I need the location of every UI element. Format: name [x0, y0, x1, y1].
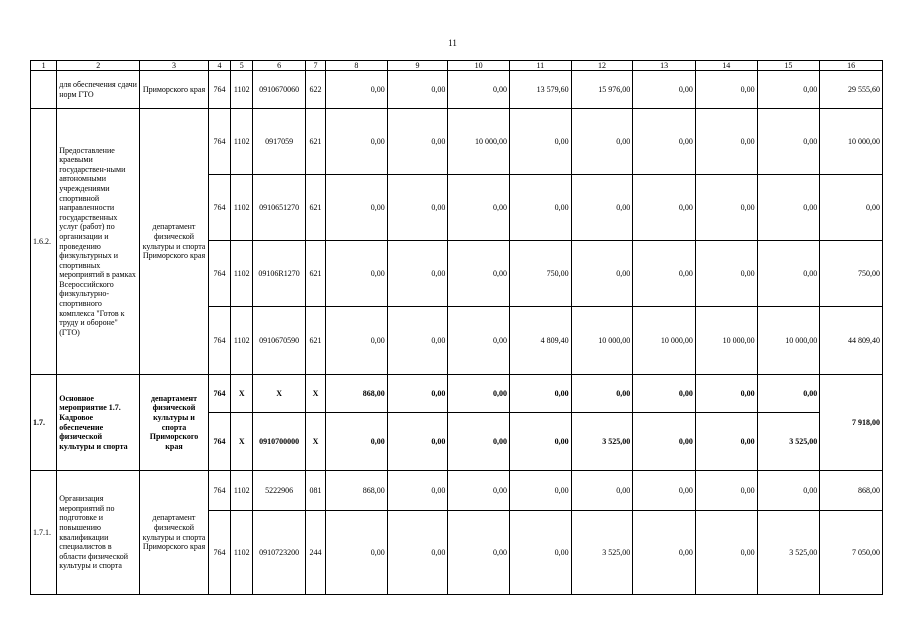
- value-cell: 0,00: [633, 471, 696, 511]
- value-cell: 0,00: [695, 71, 757, 109]
- value-cell: 0,00: [757, 175, 820, 241]
- code-cell: 1102: [231, 511, 253, 595]
- column-header: 7: [305, 61, 325, 71]
- value-cell: 0,00: [326, 109, 388, 175]
- value-cell: 0,00: [757, 241, 820, 307]
- value-cell: 0,00: [571, 471, 633, 511]
- value-cell: 0,00: [757, 109, 820, 175]
- value-cell: 750,00: [509, 241, 571, 307]
- value-cell: 3 525,00: [757, 511, 820, 595]
- column-header: 1: [31, 61, 57, 71]
- code-cell: 0910670590: [253, 307, 306, 375]
- total-cell: 750,00: [820, 241, 883, 307]
- value-cell: 0,00: [633, 511, 696, 595]
- row-description: Предоставление краевыми государствен-ными автономными учреждениями спортивной направленности государственных услуг (работ) по организации и проведению физкультурных и спортивных мероприятий в рамках Всероссийского физкультурно-спортивного комплекса "Готов к труду и обороне" (ГТО): [57, 109, 140, 375]
- code-cell: 764: [208, 307, 230, 375]
- column-header-row: [31, 61, 883, 71]
- code-cell: 09106R1270: [253, 241, 306, 307]
- value-cell: 868,00: [326, 375, 388, 413]
- code-cell: 0910651270: [253, 175, 306, 241]
- code-cell: 764: [208, 413, 230, 471]
- value-cell: 0,00: [633, 413, 696, 471]
- value-cell: 4 809,40: [509, 307, 571, 375]
- code-cell: 244: [305, 511, 325, 595]
- code-cell: 764: [208, 109, 230, 175]
- code-cell: 0917059: [253, 109, 306, 175]
- value-cell: 0,00: [509, 511, 571, 595]
- total-cell: 7 050,00: [820, 511, 883, 595]
- column-header: 16: [820, 61, 883, 71]
- code-cell: 621: [305, 109, 325, 175]
- code-cell: 764: [208, 71, 230, 109]
- code-cell: 1102: [231, 109, 253, 175]
- value-cell: 0,00: [633, 241, 696, 307]
- value-cell: 10 000,00: [757, 307, 820, 375]
- row-description: Основное мероприятие 1.7. Кадровое обеспечение физической культуры и спорта: [57, 375, 140, 471]
- value-cell: 0,00: [448, 241, 510, 307]
- code-cell: 764: [208, 175, 230, 241]
- value-cell: 0,00: [509, 375, 571, 413]
- code-cell: 1102: [231, 471, 253, 511]
- value-cell: 0,00: [571, 109, 633, 175]
- column-header: 11: [509, 61, 571, 71]
- value-cell: 0,00: [387, 511, 448, 595]
- code-cell: 0910700000: [253, 413, 306, 471]
- value-cell: 0,00: [448, 413, 510, 471]
- value-cell: 0,00: [695, 511, 757, 595]
- table-row: [31, 109, 883, 175]
- responsible-executor: департамент физической культуры и спорта Приморского края: [140, 109, 209, 375]
- code-cell: 1102: [231, 175, 253, 241]
- value-cell: 3 525,00: [571, 511, 633, 595]
- column-header: 9: [387, 61, 448, 71]
- value-cell: 0,00: [633, 109, 696, 175]
- value-cell: 0,00: [326, 175, 388, 241]
- page-number: 11: [448, 38, 457, 48]
- column-header: 2: [57, 61, 140, 71]
- value-cell: 0,00: [448, 175, 510, 241]
- value-cell: 0,00: [448, 307, 510, 375]
- value-cell: 0,00: [387, 175, 448, 241]
- code-cell: X: [305, 413, 325, 471]
- total-cell: 0,00: [820, 175, 883, 241]
- value-cell: 868,00: [326, 471, 388, 511]
- value-cell: 0,00: [757, 375, 820, 413]
- column-header: 15: [757, 61, 820, 71]
- value-cell: 0,00: [633, 375, 696, 413]
- value-cell: 0,00: [387, 71, 448, 109]
- value-cell: 15 976,00: [571, 71, 633, 109]
- code-cell: 621: [305, 175, 325, 241]
- value-cell: 0,00: [448, 375, 510, 413]
- column-header: 12: [571, 61, 633, 71]
- value-cell: 0,00: [695, 375, 757, 413]
- value-cell: 0,00: [387, 241, 448, 307]
- code-cell: 622: [305, 71, 325, 109]
- value-cell: 0,00: [509, 413, 571, 471]
- code-cell: 764: [208, 241, 230, 307]
- value-cell: 0,00: [757, 471, 820, 511]
- code-cell: 1102: [231, 307, 253, 375]
- responsible-executor: департамент физической культуры и спорта Приморского края: [140, 375, 209, 471]
- column-header: 8: [326, 61, 388, 71]
- value-cell: 0,00: [509, 109, 571, 175]
- code-cell: X: [231, 375, 253, 413]
- value-cell: 10 000,00: [448, 109, 510, 175]
- code-cell: 764: [208, 471, 230, 511]
- value-cell: 10 000,00: [571, 307, 633, 375]
- value-cell: 0,00: [387, 307, 448, 375]
- value-cell: 0,00: [757, 71, 820, 109]
- value-cell: 0,00: [326, 71, 388, 109]
- value-cell: 0,00: [448, 71, 510, 109]
- column-header: 4: [208, 61, 230, 71]
- value-cell: 0,00: [326, 413, 388, 471]
- value-cell: 10 000,00: [633, 307, 696, 375]
- column-header: 5: [231, 61, 253, 71]
- total-cell: 44 809,40: [820, 307, 883, 375]
- value-cell: 0,00: [509, 175, 571, 241]
- row-description: для обеспечения сдачи норм ГТО: [57, 71, 140, 109]
- column-header: 10: [448, 61, 510, 71]
- code-cell: 764: [208, 375, 230, 413]
- code-cell: 1102: [231, 71, 253, 109]
- value-cell: 0,00: [695, 413, 757, 471]
- value-cell: 0,00: [387, 413, 448, 471]
- value-cell: 0,00: [695, 241, 757, 307]
- value-cell: 0,00: [571, 175, 633, 241]
- value-cell: 0,00: [571, 241, 633, 307]
- value-cell: 0,00: [571, 375, 633, 413]
- value-cell: 0,00: [387, 375, 448, 413]
- code-cell: 621: [305, 241, 325, 307]
- column-header: 3: [140, 61, 209, 71]
- code-cell: 081: [305, 471, 325, 511]
- code-cell: X: [305, 375, 325, 413]
- value-cell: 0,00: [633, 71, 696, 109]
- code-cell: X: [231, 413, 253, 471]
- total-cell: 29 555,60: [820, 71, 883, 109]
- value-cell: 0,00: [387, 471, 448, 511]
- responsible-executor: Приморского края: [140, 71, 209, 109]
- code-cell: 0910723200: [253, 511, 306, 595]
- responsible-executor: департамент физической культуры и спорта Приморского края: [140, 471, 209, 595]
- value-cell: 0,00: [695, 175, 757, 241]
- row-number: [31, 71, 57, 109]
- value-cell: 0,00: [387, 109, 448, 175]
- table-row: [31, 71, 883, 109]
- table-row: [31, 471, 883, 511]
- column-header: 14: [695, 61, 757, 71]
- code-cell: 764: [208, 511, 230, 595]
- value-cell: 0,00: [509, 471, 571, 511]
- value-cell: 10 000,00: [695, 307, 757, 375]
- column-header: 13: [633, 61, 696, 71]
- value-cell: 0,00: [695, 109, 757, 175]
- total-cell: 868,00: [820, 471, 883, 511]
- row-number: 1.6.2.: [31, 109, 57, 375]
- row-description: Организация мероприятий по подготовке и повышению квалификации специалистов в области физической культуры и спорта: [57, 471, 140, 595]
- value-cell: 0,00: [695, 471, 757, 511]
- value-cell: 3 525,00: [571, 413, 633, 471]
- code-cell: 5222906: [253, 471, 306, 511]
- budget-table: [30, 60, 883, 595]
- column-header: 6: [253, 61, 306, 71]
- code-cell: 621: [305, 307, 325, 375]
- value-cell: 0,00: [448, 511, 510, 595]
- code-cell: 1102: [231, 241, 253, 307]
- total-cell: 7 918,00: [820, 375, 883, 471]
- value-cell: 0,00: [326, 241, 388, 307]
- value-cell: 0,00: [326, 307, 388, 375]
- value-cell: 0,00: [326, 511, 388, 595]
- value-cell: 0,00: [633, 175, 696, 241]
- row-number: 1.7.: [31, 375, 57, 471]
- value-cell: 0,00: [448, 471, 510, 511]
- value-cell: 3 525,00: [757, 413, 820, 471]
- total-cell: 10 000,00: [820, 109, 883, 175]
- value-cell: 13 579,60: [509, 71, 571, 109]
- code-cell: 0910670060: [253, 71, 306, 109]
- row-number: 1.7.1.: [31, 471, 57, 595]
- code-cell: X: [253, 375, 306, 413]
- table-row: [31, 375, 883, 413]
